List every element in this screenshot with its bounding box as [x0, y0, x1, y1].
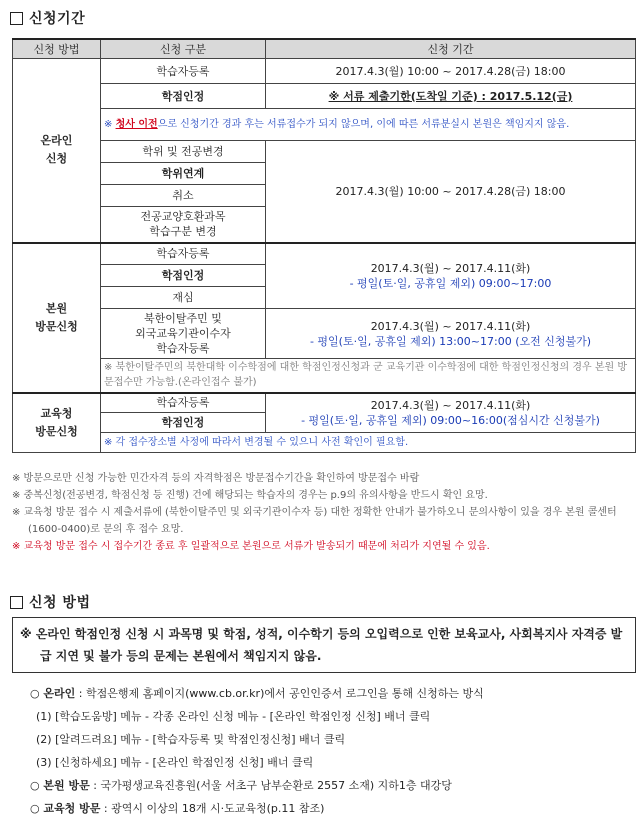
footnotes — [12, 470, 634, 555]
type-cell: 학위연계 — [101, 163, 266, 185]
period-hours: - 평일(토·일, 공휴일 제외) 09:00~16:00(점심시간 신청불가) — [301, 413, 600, 427]
type-cell: 전공교양호환과목 학습구분 변경 — [101, 207, 266, 243]
header-period: 신청 기간 — [266, 39, 636, 59]
period-cell — [266, 393, 636, 433]
period-cell — [266, 309, 636, 359]
section-title-period — [10, 8, 85, 28]
footnote: ※ 방문으로만 신청 가능한 민간자격 등의 자격학점은 방문접수기간을 확인하여 방문접수 바람 — [12, 473, 420, 484]
method-online: ○ 온라인 : 학점은행제 홈페이지(www.cb.or.kr)에서 공인인증서 로그인을 통해 신청하는 방식 — [30, 687, 484, 700]
type-cell: 북한이탈주민 및 외국교육기관이수자 학습자등록 — [101, 309, 266, 359]
type-cell: 학습자등록 — [101, 393, 266, 413]
type-cell: 학점인정 — [101, 265, 266, 287]
period-dates: 2017.4.3(월) ~ 2017.4.11(화) — [370, 398, 531, 412]
method-sub-step: (3) [신청하세요] 메뉴 - [온라인 학점인정 신청] 배너 클릭 — [36, 756, 314, 769]
footnote: ※ 중복신청(전공변경, 학점신청 등 진행) 건에 해당되는 학습자의 경우는 p.9의 유의사항을 반드시 확인 요망. — [12, 490, 488, 501]
footnote: ※ 교육청 방문 접수 시 제출서류에 (북한이탈주민 및 외국기관이수자 등) 대한 정확한 안내가 불가하오니 문의사항이 있을 경우 본원 콜센터(1600-0400)로 문의 후 접수 요망. — [12, 507, 617, 535]
relocation-highlight: 청사 이전 — [115, 119, 158, 130]
checkbox-square-icon — [10, 596, 23, 609]
header-type: 신청 구분 — [101, 39, 266, 59]
type-cell: 학위 및 전공변경 — [101, 141, 266, 163]
type-cell: 취소 — [101, 185, 266, 207]
warning-text: ※ 온라인 학점인정 신청 시 과목명 및 학점, 성적, 이수학기 등의 오입력으로 인한 보육교사, 사회복지사 자격증 발급 지연 및 불가 등의 문제는 본원에서 책임지지 않음. — [20, 627, 623, 663]
submission-deadline: ※ 서류 제출기한(도착일 기준) : 2017.5.12(금) — [266, 84, 636, 109]
period-hours: - 평일(토·일, 공휴일 제외) 13:00~17:00 (오전 신청불가) — [309, 334, 592, 348]
period-hours: - 평일(토·일, 공휴일 제외) 09:00~17:00 — [349, 276, 552, 290]
checkbox-square-icon — [10, 12, 23, 25]
type-cell: 재심 — [101, 287, 266, 309]
type-cell: 학점인정 — [101, 413, 266, 433]
method-office: 교육청 방문신청 — [13, 393, 101, 453]
period-cell — [266, 243, 636, 309]
method-sub-step: (1) [학습도움방] 메뉴 - 각종 온라인 신청 메뉴 - [온라인 학점인정 신청] 배너 클릭 — [36, 710, 431, 723]
type-cell: 학점인정 — [101, 84, 266, 109]
method-online: 온라인 신청 — [13, 59, 101, 243]
warning-box — [12, 617, 636, 673]
office-notice: ※ 각 접수장소별 사정에 따라서 변경될 수 있으니 사전 확인이 필요함. — [101, 433, 636, 453]
method-office: ○ 교육청 방문 : 광역시 이상의 18개 시·도교육청(p.11 참조) — [30, 802, 325, 815]
section-title-text: 신청 방법 — [29, 595, 91, 611]
application-period-table — [12, 38, 636, 453]
header-method: 신청 방법 — [13, 39, 101, 59]
method-visit: ○ 본원 방문 : 국가평생교육진흥원(서울 서초구 남부순환로 2557 소재) 지하1층 대강당 — [30, 779, 452, 792]
section-title-text: 신청기간 — [29, 11, 86, 27]
period-cell: 2017.4.3(월) 10:00 ~ 2017.4.28(금) 18:00 — [266, 59, 636, 84]
method-sub-step: (2) [알려드려요] 메뉴 - [학습자등록 및 학점인정신청] 배너 클릭 — [36, 733, 346, 746]
visit-notice: ※ 북한이탈주민의 북한대학 이수학점에 대한 학점인정신청과 군 교육기관 이수학점에 대한 학점인정신청의 경우 본원 방문접수만 가능함.(온라인접수 불가) — [101, 359, 636, 393]
period-dates: 2017.4.3(월) ~ 2017.4.11(화) — [370, 261, 531, 275]
online-notice: ※ 청사 이전으로 신청기간 경과 후는 서류접수가 되지 않으며, 이에 따른 서류분실시 본원은 책임지지 않음. — [101, 109, 636, 141]
method-visit: 본원 방문신청 — [13, 243, 101, 393]
type-cell: 학습자등록 — [101, 243, 266, 265]
method-list — [30, 682, 630, 820]
period-dates: 2017.4.3(월) ~ 2017.4.11(화) — [370, 319, 531, 333]
period-cell: 2017.4.3(월) 10:00 ~ 2017.4.28(금) 18:00 — [266, 141, 636, 243]
section-title-method — [10, 592, 90, 612]
footnote-red: ※ 교육청 방문 접수 시 접수기간 종료 후 일괄적으로 본원으로 서류가 발송되기 때문에 처리가 지연될 수 있음. — [12, 541, 490, 552]
type-cell: 학습자등록 — [101, 59, 266, 84]
